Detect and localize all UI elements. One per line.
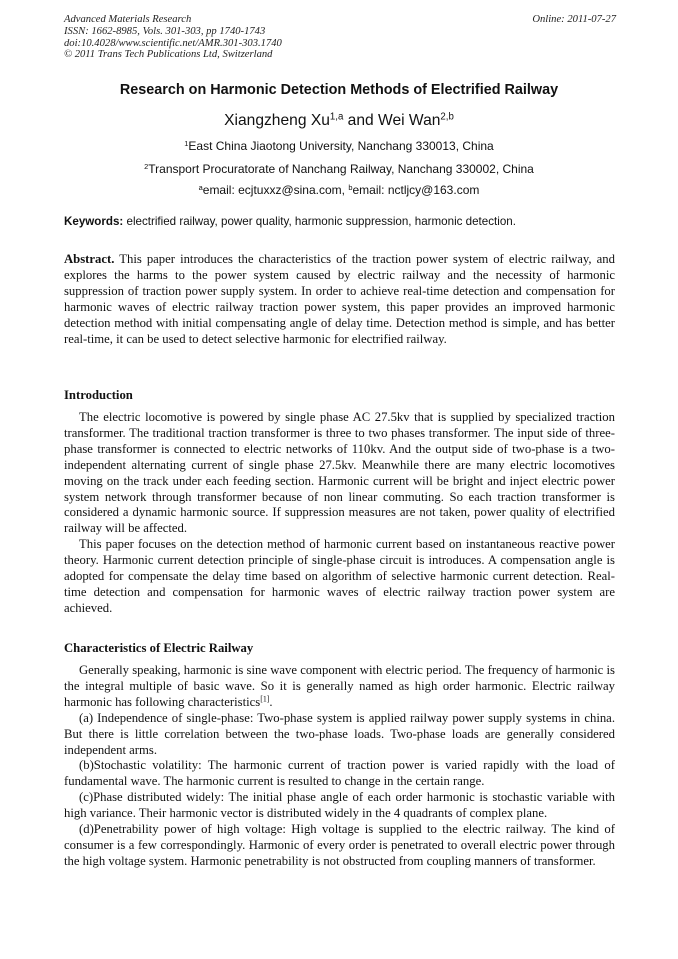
char-item-b: (b)Stochastic volatility: The harmonic current of traction power is varied rapidly with the load of fundamental wave. The harmonic current is resulted to change in the certain range.	[64, 758, 615, 789]
affiliation-2	[0, 162, 678, 177]
affiliation-2-sup: 2	[144, 161, 149, 171]
affiliation-2-text: Transport Procuratorate of Nanchang Railway, Nanchang 330002, China	[148, 162, 534, 176]
author-2-sup: 2,b	[440, 111, 454, 123]
journal-copyright: © 2011 Trans Tech Publications Ltd, Switzerland	[64, 49, 273, 61]
char-paragraph-1-text: Generally speaking, harmonic is sine wave component with electric period. The frequency of harmonic is the integral multiple of basic wave. So it is generally named as high order harmonic. Electric railway harmonic has following characteristics	[64, 663, 615, 709]
email-b[interactable]: email: nctljcy@163.com	[352, 183, 480, 197]
author-and: and	[343, 112, 379, 129]
char-item-d: (d)Penetrability power of high voltage: High voltage is supplied to the electric railway. The kind of consumer is a few correspondingly. Harmonic of every order is penetrated to overall electric power through the high voltage system. Harmonic penetrability is not obstructed from coupling manners of transformer.	[64, 822, 615, 868]
intro-paragraph-1: The electric locomotive is powered by single phase AC 27.5kv that is supplied by specialized traction transformer. The traditional traction transformer is three to two phases transformer. The input side of three-phase transformer is connected to electric networks of 110kv. And the output side of two-phase is a two-independent alternating current of single phase 27.5kv. Meanwhile there are many electric locomotives moving on the track under each feeding section. Harmonic current will be bright and inject electric power system network through transformer because of non linear commuting. So each traction transformer is considered a dynamic harmonic source. If suppression measures are not taken, power quality of electrified railway will be affected.	[64, 410, 615, 536]
characteristics-heading: Characteristics of Electric Railway	[64, 641, 254, 655]
paper-title: Research on Harmonic Detection Methods of Electrified Railway	[119, 82, 559, 98]
journal-header	[64, 14, 282, 61]
email-b-sup: b	[348, 182, 353, 192]
journal-name: Advanced Materials Research	[64, 14, 192, 25]
citation-ref[interactable]: [1]	[260, 694, 270, 704]
introduction-heading: Introduction	[64, 388, 133, 402]
characteristics-section	[64, 663, 615, 870]
journal-issn: ISSN: 1662-8985, Vols. 301-303, pp 1740-1743	[64, 25, 266, 37]
affiliation-1	[0, 139, 678, 154]
author-1-sup: 1,a	[329, 111, 344, 123]
email-a-sup: a	[198, 182, 203, 192]
abstract-label: Abstract.	[64, 252, 115, 266]
online-date: Online: 2011-07-27	[532, 14, 616, 25]
abstract-text: This paper introduces the characteristics of the traction power system of electric railway, and explores the harms to the power system caused by electric railway and the necessity of harmonic suppression of traction power supply system. In order to achieve real-time detection and compensation for harmonic waves of electric railway traction power system, this paper provides an improved harmonic detection method with initial compensating angle of delay time. Detection method is simple, and has better real-time, it can be used to detect selective harmonic for electrified railway.	[64, 252, 615, 346]
email-line	[0, 183, 678, 198]
affiliation-1-sup: 1	[184, 138, 189, 148]
keywords	[64, 215, 624, 229]
author-line	[0, 111, 678, 131]
abstract	[64, 252, 615, 347]
author-2: Wei Wan	[378, 112, 441, 129]
introduction-section	[64, 410, 615, 617]
char-item-a: (a) Independence of single-phase: Two-phase system is applied railway power supply systems in china. But there is little correlation between the two-phase loads. Two-phase loads are generally considered independent arms.	[64, 710, 615, 757]
keywords-text: electrified railway, power quality, harmonic suppression, harmonic detection.	[123, 215, 516, 228]
char-item-c: (c)Phase distributed widely: The initial phase angle of each order harmonic is stochastic variable with high variance. Their harmonic vector is distributed widely in the 4 quadrants of complex plane.	[64, 790, 615, 821]
char-paragraph-1-end: .	[269, 694, 273, 709]
author-1: Xiangzheng Xu	[224, 112, 330, 129]
journal-doi[interactable]: doi:10.4028/www.scientific.net/AMR.301-303.1740	[64, 37, 282, 49]
keywords-label: Keywords:	[64, 215, 124, 228]
email-a[interactable]: email: ecjtuxxz@sina.com,	[202, 183, 349, 197]
affiliation-1-text: East China Jiaotong University, Nanchang 330013, China	[188, 139, 494, 153]
intro-paragraph-2: This paper focuses on the detection method of harmonic current based on instantaneous reactive power theory. Harmonic current detection principle of single-phase circuit is introduces. A compensation angle is adopted for compensate the delay time based on algorithm of selective harmonic current detection. Real-time detection and compensation for harmonic waves of electric railway traction power system are achieved.	[64, 537, 615, 615]
char-paragraph-1	[64, 663, 615, 711]
